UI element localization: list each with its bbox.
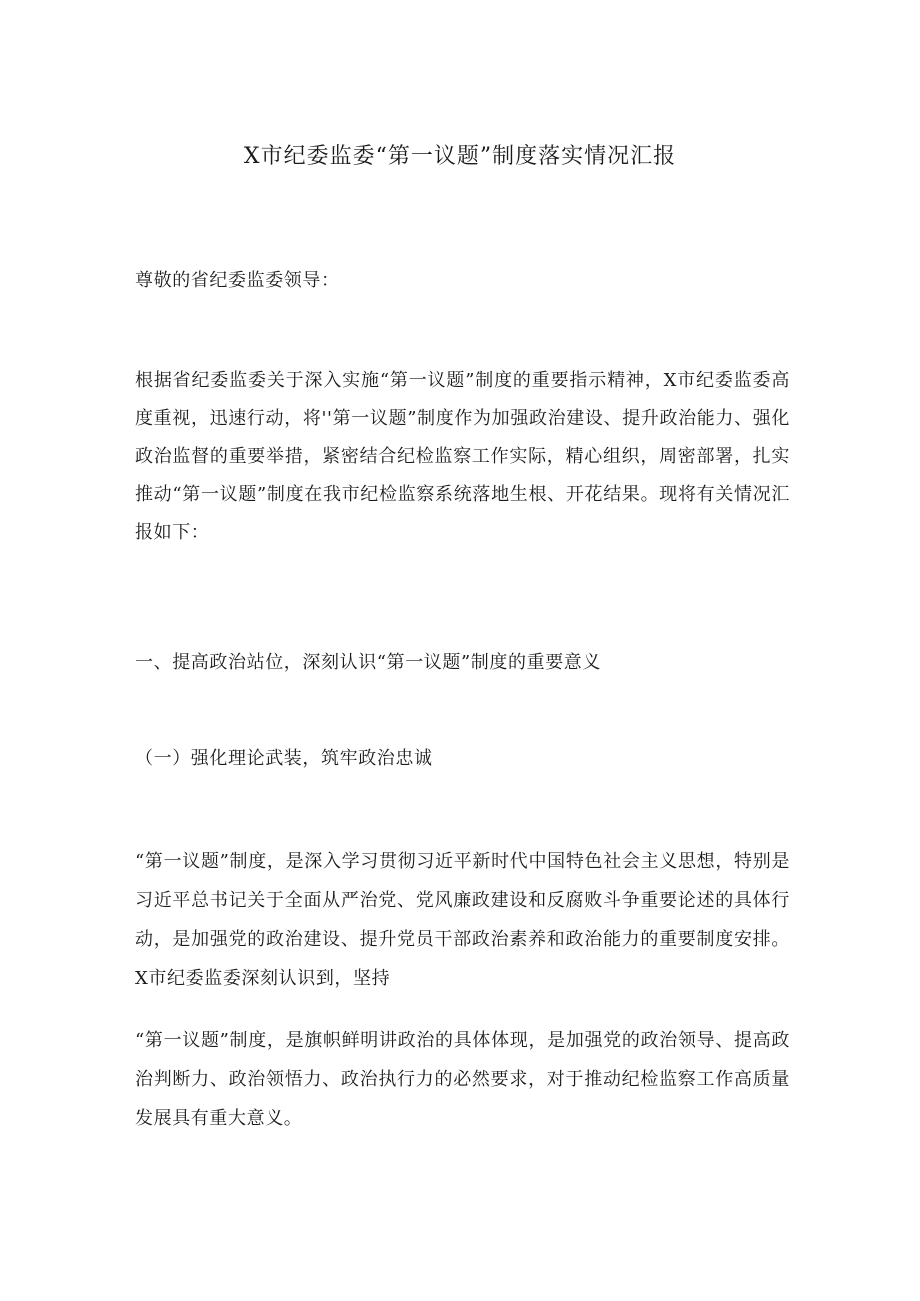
body-paragraph-continued: “第一议题”制度，是旗帜鲜明讲政治的具体体现，是加强党的政治领导、提高政治判断力、政治领悟力、政治执行力的必然要求，对于推动纪检监察工作高质量发展具有重大意义。 (135, 1030, 790, 1129)
document-title: X市纪委监委“第一议题”制度落实情况汇报 (243, 144, 677, 169)
intro-paragraph: 根据省纪委监委关于深入实施“第一议题”制度的重要指示精神，X市纪委监委高度重视，迅速行动，将''第一议题”制度作为加强政治建设、提升政治能力、强化政治监督的重要举措，紧密结合纪检监察工作实际，精心组织，周密部署，扎实推动“第一议题”制度在我市纪检监察系统落地生根、开花结果。现将有关情况汇报如下： (135, 370, 790, 543)
section-heading: 一、提高政治站位，深刻认识“第一议题”制度的重要意义 (135, 652, 602, 673)
body-paragraph: “第一议题”制度，是深入学习贯彻习近平新时代中国特色社会主义思想，特别是习近平总书记关于全面从严治党、党风廉政建设和反腐败斗争重要论述的具体行动，是加强党的政治建设、提升党员干部政治素养和政治能力的重要制度安排。X市纪委监委深刻认识到，坚持 (135, 851, 790, 989)
salutation: 尊敬的省纪委监委领导： (135, 270, 340, 291)
subsection-heading: （一）强化理论武装，筑牢政治忠诚 (135, 748, 433, 769)
